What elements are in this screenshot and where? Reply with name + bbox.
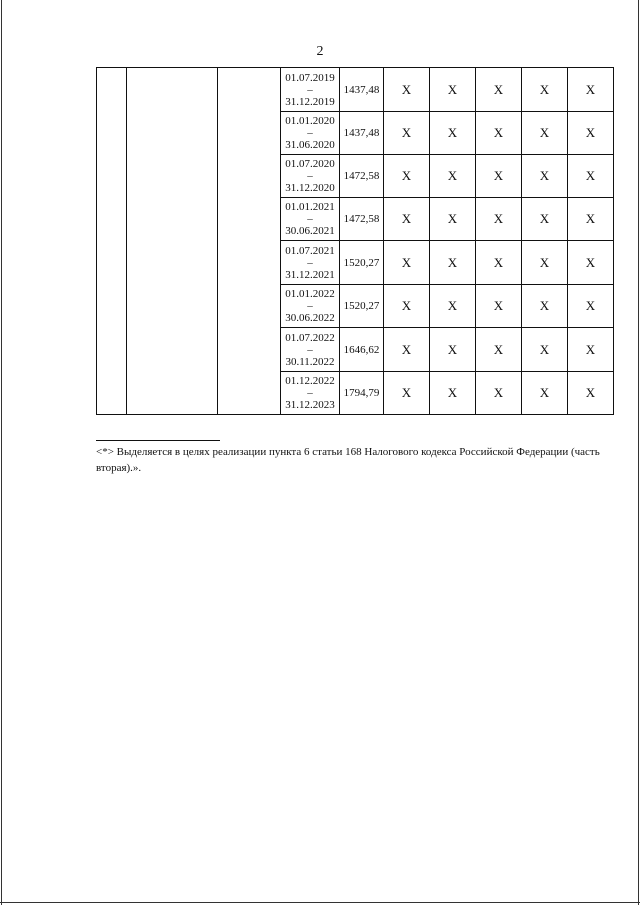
period-cell — [281, 198, 340, 241]
mark-cell: Х — [384, 112, 430, 155]
empty-cell-number — [97, 68, 127, 415]
period-dash: – — [307, 83, 313, 96]
tariff-value: 1520,27 — [340, 285, 384, 328]
page-number: 2 — [316, 44, 324, 59]
period-dash: – — [307, 256, 313, 269]
mark-cell: Х — [568, 155, 614, 198]
mark-cell: Х — [476, 372, 522, 415]
period-to: 31.06.2020 — [285, 139, 335, 151]
mark-cell: Х — [568, 372, 614, 415]
mark-cell: Х — [430, 112, 476, 155]
mark-cell: Х — [476, 68, 522, 112]
mark-cell: Х — [476, 155, 522, 198]
period-from: 01.01.2020 — [285, 115, 335, 127]
mark-cell: Х — [384, 372, 430, 415]
footnote-text: <*> Выделяется в целях реализации пункта 6 статьи 168 Налогового кодекса Российской Федерации (часть вторая).». — [96, 446, 600, 474]
period-cell — [281, 328, 340, 372]
period-from: 01.07.2019 — [285, 71, 335, 84]
mark-cell: Х — [430, 241, 476, 285]
mark-cell: Х — [568, 328, 614, 372]
period-cell — [281, 241, 340, 285]
period-to: 30.11.2022 — [285, 355, 335, 368]
mark-cell: Х — [522, 328, 568, 372]
page-edge-left — [1, 0, 2, 905]
period-dash: – — [307, 300, 313, 312]
period-from: 01.01.2022 — [285, 288, 335, 300]
mark-cell: Х — [476, 241, 522, 285]
tariff-value: 1520,27 — [340, 241, 384, 285]
mark-cell: Х — [430, 68, 476, 112]
mark-cell: Х — [430, 285, 476, 328]
period-from: 01.12.2022 — [285, 375, 335, 387]
mark-cell: Х — [430, 372, 476, 415]
period-dash: – — [307, 213, 313, 225]
page-edge-bottom — [0, 902, 640, 903]
mark-cell: Х — [384, 198, 430, 241]
period-dash: – — [307, 343, 313, 356]
mark-cell: Х — [568, 112, 614, 155]
tariff-value: 1794,79 — [340, 372, 384, 415]
mark-cell: Х — [522, 155, 568, 198]
tariff-table — [96, 67, 614, 415]
tariff-value: 1472,58 — [340, 198, 384, 241]
period-cell — [281, 155, 340, 198]
period-cell — [281, 68, 340, 112]
mark-cell: Х — [522, 241, 568, 285]
page-edge-right — [638, 0, 639, 905]
period-cell — [281, 112, 340, 155]
mark-cell: Х — [476, 198, 522, 241]
tariff-value: 1437,48 — [340, 68, 384, 112]
mark-cell: Х — [430, 155, 476, 198]
mark-cell: Х — [522, 198, 568, 241]
period-dash: – — [307, 127, 313, 139]
tariff-value: 1472,58 — [340, 155, 384, 198]
period-to: 31.12.2021 — [285, 268, 335, 281]
period-dash: – — [307, 170, 313, 182]
table-row — [97, 68, 614, 112]
period-to: 31.12.2019 — [285, 95, 335, 108]
empty-cell-category — [218, 68, 281, 415]
mark-cell: Х — [384, 285, 430, 328]
mark-cell: Х — [568, 241, 614, 285]
period-to: 30.06.2021 — [285, 225, 335, 237]
tariff-value: 1437,48 — [340, 112, 384, 155]
mark-cell: Х — [430, 328, 476, 372]
period-from: 01.07.2022 — [285, 331, 335, 344]
period-to: 31.12.2020 — [285, 182, 335, 194]
mark-cell: Х — [384, 155, 430, 198]
mark-cell: Х — [476, 328, 522, 372]
mark-cell: Х — [522, 285, 568, 328]
mark-cell: Х — [522, 372, 568, 415]
tariff-value: 1646,62 — [340, 328, 384, 372]
period-from: 01.07.2021 — [285, 244, 335, 257]
period-from: 01.01.2021 — [285, 201, 335, 213]
mark-cell: Х — [522, 68, 568, 112]
period-cell — [281, 372, 340, 415]
mark-cell: Х — [568, 285, 614, 328]
footnote-divider — [96, 440, 220, 441]
mark-cell: Х — [476, 285, 522, 328]
mark-cell: Х — [384, 68, 430, 112]
table-body — [97, 68, 614, 415]
period-to: 31.12.2023 — [285, 399, 335, 411]
mark-cell: Х — [568, 68, 614, 112]
period-from: 01.07.2020 — [285, 158, 335, 170]
mark-cell: Х — [430, 198, 476, 241]
period-cell — [281, 285, 340, 328]
mark-cell: Х — [476, 112, 522, 155]
mark-cell: Х — [568, 198, 614, 241]
period-dash: – — [307, 387, 313, 399]
empty-cell-organization — [127, 68, 218, 415]
mark-cell: Х — [384, 328, 430, 372]
period-to: 30.06.2022 — [285, 312, 335, 324]
mark-cell: Х — [522, 112, 568, 155]
mark-cell: Х — [384, 241, 430, 285]
